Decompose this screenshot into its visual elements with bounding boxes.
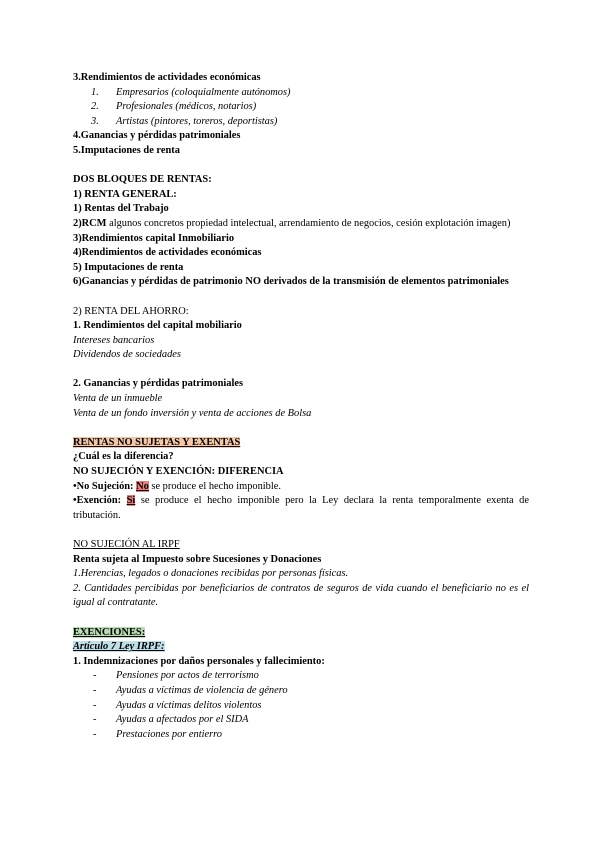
no-sujecion-item-2: 2. Cantidades percibidas por beneficiarios de contratos de seguros de vida cuando el beneficiario no es el igual al contratante. [73,582,529,609]
list-item [73,669,529,684]
general-item-3: 3)Rendimientos capital Inmobiliario [73,232,235,244]
list-item [73,115,529,130]
heading-rendimientos-actividades: 3.Rendimientos de actividades económicas [73,72,261,83]
ahorro-example: Venta de un fondo inversión y venta de acciones de Bolsa [73,407,312,419]
list-item [73,100,529,115]
ahorro-item-1: 1. Rendimientos del capital mobiliario [73,320,242,332]
bullet-exencion [73,494,529,523]
dash-marker: - [93,728,97,740]
list-number: 2. [91,101,99,113]
heading-rentas-no-sujetas [73,436,529,451]
general-item-6: 6)Ganancias y pérdidas de patrimonio NO derivados de la transmisión de elementos patrimoniales [73,276,509,288]
highlight-no: No [136,480,149,492]
list-text: Ayudas a afectados por el SIDA [116,714,249,726]
list-text: Artistas (pintores, toreros, deportistas) [116,115,278,127]
heading-ganancias: 4.Ganancias y pérdidas patrimoniales [73,130,241,142]
heading-diferencia: NO SUJECIÓN Y EXENCIÓN: DIFERENCIA [73,466,284,478]
list-text: Profesionales (médicos, notarios) [116,101,257,113]
general-item-4: 4)Rendimientos de actividades económicas [73,247,262,259]
heading-no-sujecion-irpf: NO SUJECIÓN AL IRPF [73,539,180,550]
dash-marker: - [93,684,97,696]
general-item-2-text: algunos concretos propiedad intelectual, arrendamiento de negocios, cesión explotación imagen) [106,217,511,229]
list-item [73,713,529,728]
ahorro-example: Venta de un inmueble [73,393,163,405]
heading-articulo-7 [73,640,529,655]
heading-renta-general: 1) RENTA GENERAL: [73,188,177,200]
bullet-label: •Exención: [73,495,122,507]
general-item-5: 5) Imputaciones de renta [73,261,184,273]
general-item-1: 1) Rentas del Trabajo [73,203,169,215]
list-number: 1. [91,86,99,98]
heading-imputaciones: 5.Imputaciones de renta [73,144,180,156]
list-item [73,728,529,743]
list-item [73,86,529,101]
general-item-2-label: 2)RCM [73,217,107,229]
ahorro-example: Intereses bancarios [73,334,155,346]
heading-indemnizaciones: 1. Indemnizaciones por daños personales y fallecimiento: [73,655,325,667]
bullet-label: •No Sujeción: [73,480,134,492]
ahorro-example: Dividendos de sociedades [73,349,181,361]
question-diferencia: ¿Cuál es la diferencia? [73,451,174,463]
heading-dos-bloques: DOS BLOQUES DE RENTAS: [73,174,212,186]
bullet-text: se produce el hecho imponible pero la Ley declara la renta temporalmente exenta de tributación. [73,495,529,521]
dash-marker: - [93,714,97,726]
bullet-no-sujecion [73,480,529,495]
highlight-si: Si [126,495,136,507]
ahorro-item-2: 2. Ganancias y pérdidas patrimoniales [73,378,244,390]
list-text: Pensiones por actos de terrorismo [116,670,259,682]
list-item [73,699,529,714]
dash-marker: - [93,670,97,682]
list-text: Ayudas a víctimas delitos violentos [116,699,262,711]
actividades-list [73,86,529,130]
general-item-2 [73,217,529,232]
heading-rentas-no-sujetas-text: RENTAS NO SUJETAS Y EXENTAS [73,436,241,448]
list-number: 3. [91,115,99,127]
heading-articulo-7-text: Artículo 7 Ley IRPF: [73,641,165,653]
indemnizaciones-list [73,669,529,742]
document-page [73,71,529,742]
list-text: Prestaciones por entierro [116,728,223,740]
subheading-sucesiones: Renta sujeta al Impuesto sobre Sucesiones y Donaciones [73,553,322,565]
heading-exenciones [73,626,529,641]
list-item [73,684,529,699]
list-text: Empresarios (coloquialmente autónomos) [116,86,291,98]
heading-renta-ahorro: 2) RENTA DEL AHORRO: [73,305,189,317]
heading-exenciones-text: EXENCIONES: [73,626,146,638]
no-sujecion-item-1: 1.Herencias, legados o donaciones recibidas por personas físicas. [73,568,349,580]
bullet-text: se produce el hecho imponible. [148,480,281,492]
list-text: Ayudas a víctimas de violencia de género [116,684,288,696]
dash-marker: - [93,699,97,711]
